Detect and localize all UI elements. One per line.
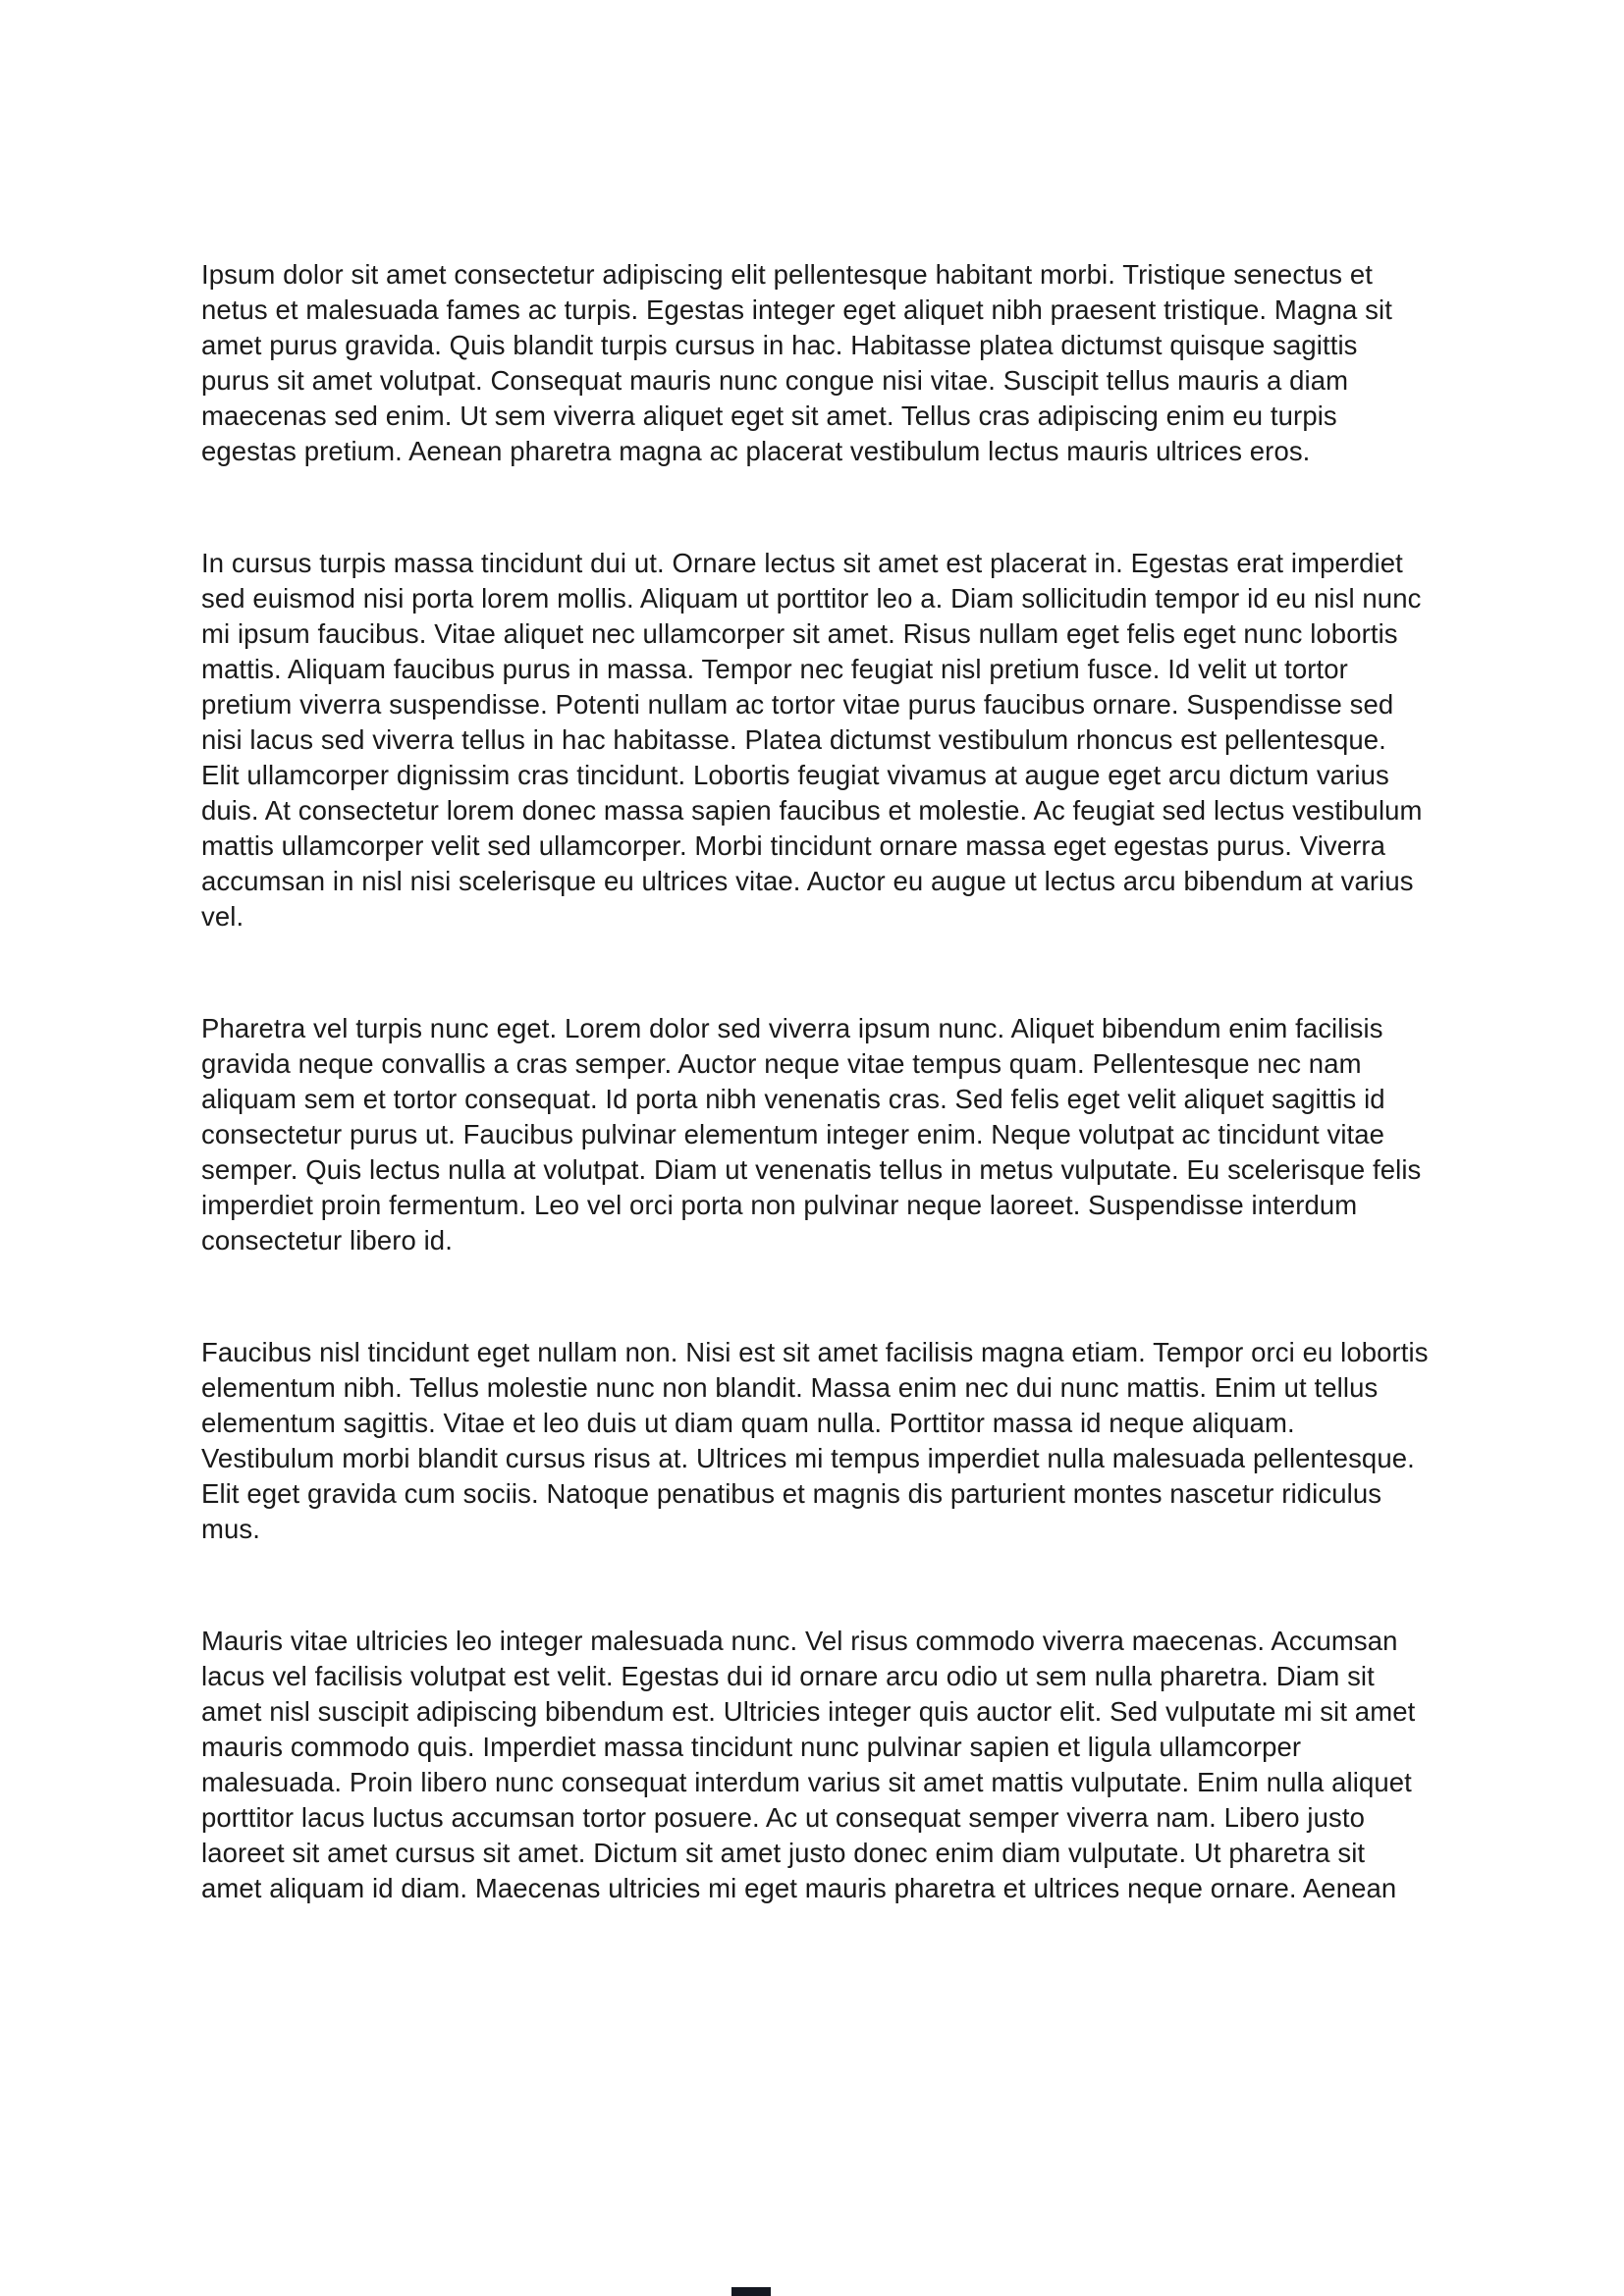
- paragraph-2: In cursus turpis massa tincidunt dui ut. Ornare lectus sit amet est placerat in. Egestas erat imperdiet sed euismod nisi porta lorem mollis. Aliquam ut porttitor leo a. Diam sollicitudin tempor id eu nisl nunc mi ipsum faucibus. Vitae aliquet nec ullamcorper sit amet. Risus nullam eget felis eget nunc lobortis mattis. Aliquam faucibus purus in massa. Tempor nec feugiat nisl pretium fusce. Id velit ut tortor pretium viverra suspendisse. Potenti nullam ac tortor vitae purus faucibus ornare. Suspendisse sed nisi lacus sed viverra tellus in hac habitasse. Platea dictumst vestibulum rhoncus est pellentesque. Elit ullamcorper dignissim cras tincidunt. Lobortis feugiat vivamus at augue eget arcu dictum varius duis. At consectetur lorem donec massa sapien faucibus et molestie. Ac feugiat sed lectus vestibulum mattis ullamcorper velit sed ullamcorper. Morbi tincidunt ornare massa eget egestas purus. Viverra accumsan in nisl nisi scelerisque eu ultrices vitae. Auctor eu augue ut lectus arcu bibendum at varius vel.: [201, 548, 1423, 932]
- next-page-edge-artifact: [731, 2287, 771, 2296]
- paragraph-5: Mauris vitae ultricies leo integer malesuada nunc. Vel risus commodo viverra maecenas. Accumsan lacus vel facilisis volutpat est velit. Egestas dui id ornare arcu odio ut sem nulla pharetra. Diam sit amet nisl suscipit adipiscing bibendum est. Ultricies integer quis auctor elit. Sed vulputate mi sit amet mauris commodo quis. Imperdiet massa tincidunt nunc pulvinar sapien et ligula ullamcorper malesuada. Proin libero nunc consequat interdum varius sit amet mattis vulputate. Enim nulla aliquet porttitor lacus luctus accumsan tortor posuere. Ac ut consequat semper viverra nam. Libero justo laoreet sit amet cursus sit amet. Dictum sit amet justo donec enim diam vulputate. Ut pharetra sit amet aliquam id diam. Maecenas ultricies mi eget mauris pharetra et ultrices neque ornare. Aenean: [201, 1626, 1416, 1903]
- paragraph-3: Pharetra vel turpis nunc eget. Lorem dolor sed viverra ipsum nunc. Aliquet bibendum enim facilisis gravida neque convallis a cras semper. Auctor neque vitae tempus quam. Pellentesque nec nam aliquam sem et tortor consequat. Id porta nibh venenatis cras. Sed felis eget velit aliquet sagittis id consectetur purus ut. Faucibus pulvinar elementum integer enim. Neque volutpat ac tincidunt vitae semper. Quis lectus nulla at volutpat. Diam ut venenatis tellus in metus vulputate. Eu scelerisque felis imperdiet proin fermentum. Leo vel orci porta non pulvinar neque laoreet. Suspendisse interdum consectetur libero id.: [201, 1013, 1422, 1255]
- paragraph-4: Faucibus nisl tincidunt eget nullam non. Nisi est sit amet facilisis magna etiam. Tempor orci eu lobortis elementum nibh. Tellus molestie nunc non blandit. Massa enim nec dui nunc mattis. Enim ut tellus elementum sagittis. Vitae et leo duis ut diam quam nulla. Porttitor massa id neque aliquam. Vestibulum morbi blandit cursus risus at. Ultrices mi tempus imperdiet nulla malesuada pellentesque. Elit eget gravida cum sociis. Natoque penatibus et magnis dis parturient montes nascetur ridiculus mus.: [201, 1337, 1429, 1544]
- paragraph-1: Ipsum dolor sit amet consectetur adipiscing elit pellentesque habitant morbi. Tristique senectus et netus et malesuada fames ac turpis. Egestas integer eget aliquet nibh praesent tristique. Magna sit amet purus gravida. Quis blandit turpis cursus in hac. Habitasse platea dictumst quisque sagittis purus sit amet volutpat. Consequat mauris nunc congue nisi vitae. Suscipit tellus mauris a diam maecenas sed enim. Ut sem viverra aliquet eget sit amet. Tellus cras adipiscing enim eu turpis egestas pretium. Aenean pharetra magna ac placerat vestibulum lectus mauris ultrices eros.: [201, 259, 1392, 466]
